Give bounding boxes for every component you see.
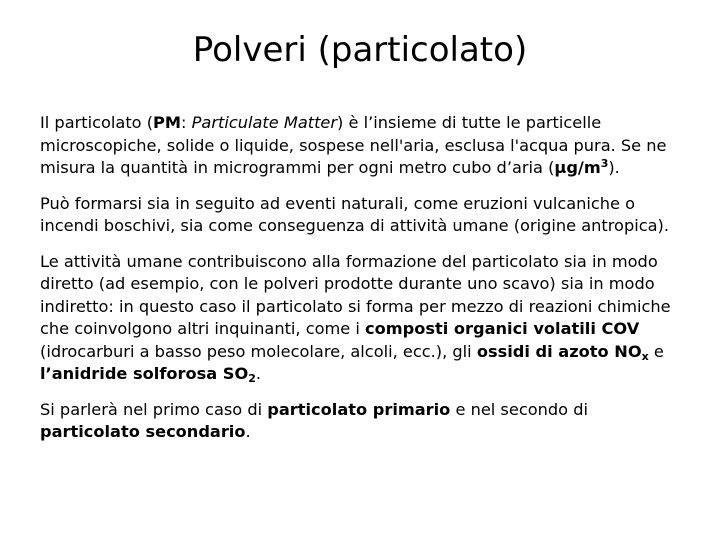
slide-title: Polveri (particolato) — [192, 30, 528, 70]
paragraph-classification — [40, 399, 690, 444]
slide-body — [40, 112, 690, 457]
paragraph-definition — [40, 112, 690, 180]
text: (idrocarburi a basso peso molecolare, alcoli, ecc.), gli — [40, 341, 477, 361]
nox-term: ossidi di azoto $NO_x$ — [476, 341, 649, 363]
paragraph-origins: Può formarsi sia in seguito ad eventi naturali, come eruzioni vulcaniche o incendi boschivi, sia come conseguenza di attività umane (origine antropica). — [40, 193, 669, 235]
secondary-particulate-term: particolato secondario — [40, 422, 246, 441]
text: e nel secondo di — [450, 399, 588, 419]
nox-subscript: x — [641, 349, 649, 363]
so2-subscript: 2 — [248, 372, 256, 385]
text: . — [245, 422, 251, 441]
text: ) è l’insieme di tutte le particelle microscopiche, solide o liquide, sospese nell'aria, esclusa l'acqua pura. Se ne misura la quantità in microgrammi per ogni metro cubo d’aria ( — [40, 113, 667, 177]
primary-particulate-term: particolato primario — [267, 399, 451, 419]
text: Le attività umane contribuiscono alla formazione del particolato sia in modo diretto (ad esempio, con le polveri prodotte durante uno scavo) sia in modo indiretto: in questo caso il particolato si forma per mezzo di reazioni chimiche che coinvolgono altri inquinanti, come i — [40, 251, 671, 338]
so2-term: l’anidride solforosa $SO_2$ — [40, 364, 256, 385]
particulate-matter-term: Particulate Matter — [191, 113, 338, 132]
cov-term: composti organici volatili COV — [365, 319, 640, 338]
text: Si parlerà nel primo caso di — [40, 399, 268, 419]
pm-acronym: PM — [153, 113, 182, 132]
text: e — [648, 341, 664, 361]
text: Il particolato ( — [40, 113, 154, 132]
text: : — [181, 113, 192, 132]
unit-exponent: 3 — [600, 157, 609, 170]
paragraph-human-activities — [40, 251, 690, 386]
text: . — [255, 364, 262, 383]
unit-label: $\mu g/m^3$ — [554, 157, 609, 177]
text: ). — [608, 158, 620, 177]
